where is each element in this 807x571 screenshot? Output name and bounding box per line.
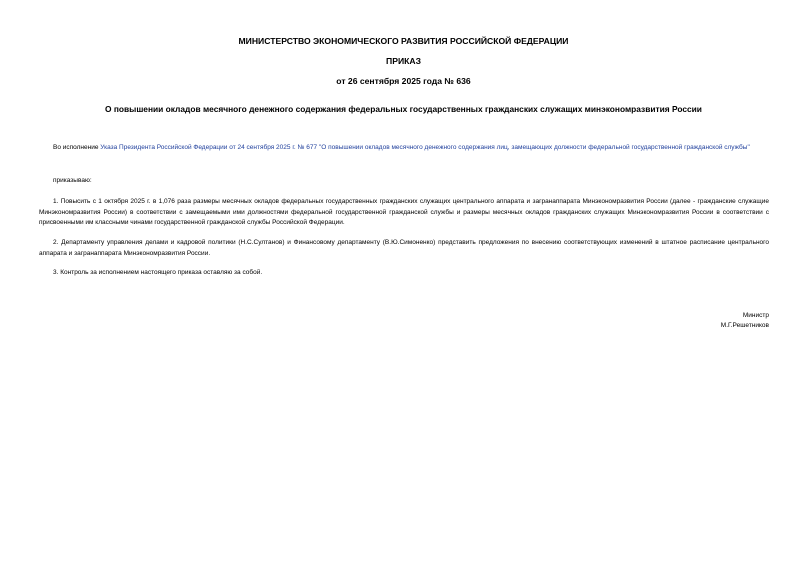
order-item-2: 2. Департаменту управления делами и кадровой политики (Н.С.Султанов) и Финансовому департаменту (В.Ю.Симоненко) представить предложения по внесению соответствующих изменений в штатное расписание центрального аппарата и загранаппарата Минэкономразвития России. [39,239,769,257]
date-number-heading: от 26 сентября 2025 года № 636 [336,76,471,86]
order-item-1: 1. Повысить с 1 октября 2025 г. в 1,076 раза размеры месячных окладов федеральных государственных гражданских служащих центрального аппарата и загранаппарата Минэкономразвития России (далее - гражданские служащие Минэкономразвития России) в соответствии с замещаемыми ими должностями федеральной государственной гражданской службы и размеры месячных окладов гражданских служащих Минэкономразвития России в соответствии с присвоенными им классными чинами государственной гражданской службы Российской Федерации. [39,198,769,226]
signature-position: Министр [742,312,769,319]
orders-word: приказываю: [53,177,92,184]
ministry-heading: МИНИСТЕРСТВО ЭКОНОМИЧЕСКОГО РАЗВИТИЯ РОССИЙСКОЙ ФЕДЕРАЦИИ [238,36,569,46]
document-title: О повышении окладов месячного денежного содержания федеральных государственных гражданских служащих минэкономразвития России [105,104,702,114]
doc-type-heading: ПРИКАЗ [386,56,421,66]
order-item-3: 3. Контроль за исполнением настоящего приказа оставляю за собой. [53,269,263,276]
preamble-prefix: Во исполнение [53,144,101,151]
signature-name: М.Г.Решетников [720,322,769,329]
preamble-paragraph [39,143,769,154]
decree-link[interactable]: Указа Президента Российской Федерации от 24 сентября 2025 г. № 677 "О повышении окладов месячного денежного содержания лиц, замещающих должности федеральной государственной гражданской службы" [100,144,750,151]
